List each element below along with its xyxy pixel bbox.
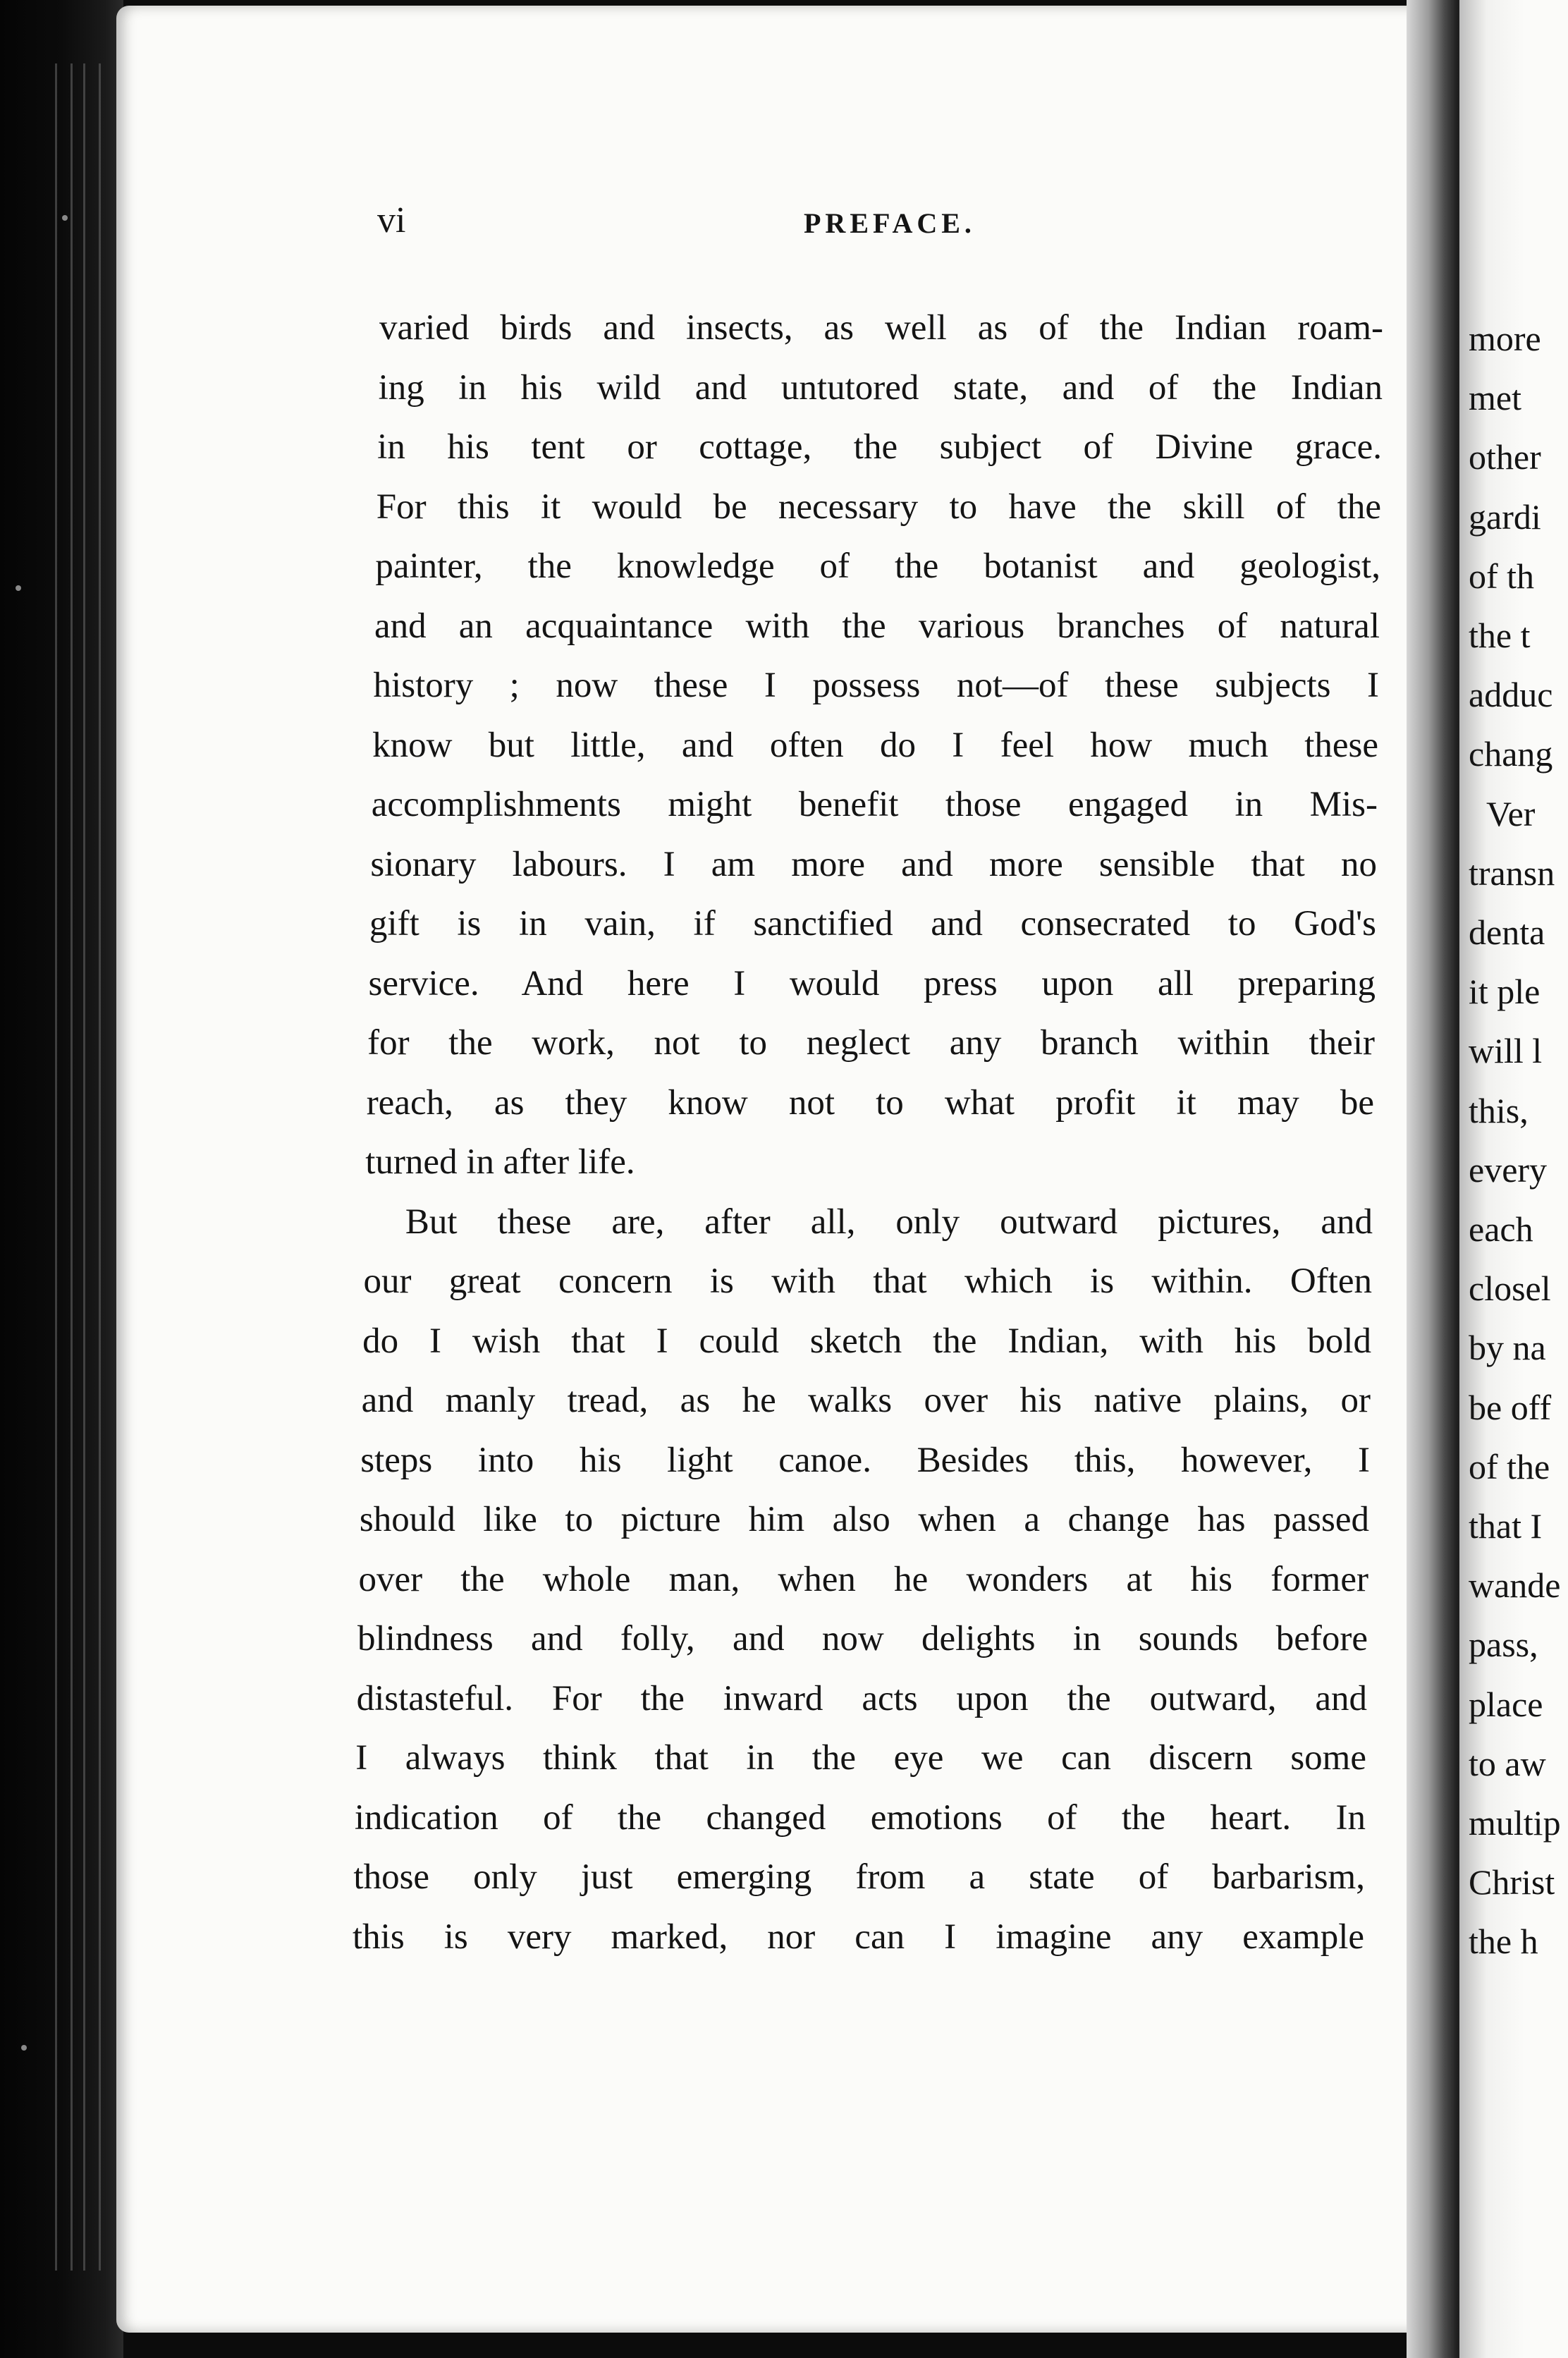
text-line: But these are, after all, only outward pictures, and — [405, 1202, 1373, 1242]
facing-page-fragment: closel — [1469, 1269, 1551, 1309]
facing-page-fragment: the h — [1469, 1922, 1538, 1962]
facing-page-fragment: of the — [1469, 1446, 1550, 1486]
dust-speck — [62, 215, 68, 221]
facing-page-fragment: Ver — [1486, 793, 1536, 833]
text-line: in his tent or cottage, the subject of Divine grace. — [377, 427, 1382, 467]
facing-page-fragment: pass, — [1469, 1625, 1538, 1665]
text-line: do I wish that I could sketch the Indian, with his bold — [362, 1321, 1371, 1361]
page-number: vi — [377, 200, 406, 240]
facing-page-fragment: denta — [1469, 912, 1545, 952]
text-line: those only just emerging from a state of barbarism, — [353, 1857, 1365, 1897]
text-line: indication of the changed emotions of the heart. In — [354, 1797, 1366, 1838]
text-line: gift is in vain, if sanctified and consecrated to God's — [369, 904, 1376, 943]
text-line: history ; now these I possess not—of these subjects I — [373, 666, 1379, 705]
facing-page-fragment: transn — [1469, 853, 1555, 893]
facing-page-fragment: met — [1469, 378, 1521, 418]
text-line: turned in after life. — [365, 1142, 635, 1182]
text-line: for the work, not to neglect any branch within their — [367, 1023, 1375, 1063]
facing-page-fragment: more — [1469, 319, 1541, 358]
text-line: this is very marked, nor can I imagine any example — [353, 1917, 1364, 1957]
text-line: service. And here I would press upon all preparing — [368, 963, 1376, 1003]
text-line: should like to picture him also when a change has passed — [359, 1500, 1369, 1539]
facing-page-fragment: every — [1469, 1149, 1548, 1190]
text-line: distasteful. For the inward acts upon the outward, and — [356, 1678, 1367, 1718]
facing-page-fragment: of th — [1469, 556, 1535, 596]
text-line: over the whole man, when he wonders at his former — [358, 1559, 1368, 1599]
book-binding — [0, 0, 123, 2358]
page-edge-line — [99, 63, 101, 2271]
text-line: blindness and folly, and now delights in sounds before — [357, 1619, 1368, 1658]
page-edge-line — [55, 63, 57, 2271]
running-head: PREFACE. — [804, 207, 976, 239]
dust-speck — [21, 2045, 27, 2051]
page-edge-line — [83, 63, 85, 2271]
facing-page-fragment: chang — [1469, 734, 1553, 774]
facing-page-fragment: it ple — [1469, 972, 1541, 1012]
facing-page-fragment: this, — [1469, 1090, 1529, 1130]
facing-page-fragment: place — [1469, 1684, 1543, 1724]
text-line: sionary labours. I am more and more sensible that no — [370, 844, 1377, 884]
facing-page-fragment: gardi — [1469, 496, 1541, 537]
facing-page-fragment: each — [1469, 1209, 1533, 1249]
text-line: accomplishments might benefit those engaged in Mis- — [371, 785, 1378, 824]
facing-page-fragment: will l — [1469, 1031, 1543, 1071]
text-line: know but little, and often do I feel how much these — [372, 725, 1378, 765]
facing-page-fragment: adduc — [1469, 675, 1553, 715]
facing-page-fragment: wande — [1469, 1565, 1561, 1606]
text-line: painter, the knowledge of the botanist and geologist, — [375, 546, 1380, 586]
facing-page-fragment: by na — [1469, 1328, 1546, 1368]
facing-page-fragment: that I — [1469, 1506, 1543, 1546]
text-line: and an acquaintance with the various branches of natural — [374, 606, 1380, 646]
facing-page-fragment: the t — [1469, 616, 1531, 655]
facing-page-fragment: Christ — [1469, 1862, 1555, 1902]
left-page — [116, 6, 1417, 2333]
text-line: and manly tread, as he walks over his native plains, or — [361, 1381, 1371, 1420]
facing-page-fragment: be off — [1469, 1387, 1552, 1427]
text-line: ing in his wild and untutored state, and of the Indian — [378, 367, 1383, 408]
facing-page-fragment: other — [1469, 437, 1541, 477]
text-line: reach, as they know not to what profit it may be — [366, 1082, 1374, 1123]
page-edge-line — [71, 63, 73, 2271]
text-line: I always think that in the eye we can discern some — [355, 1738, 1366, 1778]
facing-page-fragment: to aw — [1469, 1743, 1546, 1783]
facing-page-fragment: multip — [1469, 1803, 1561, 1843]
text-line: our great concern is with that which is within. Often — [363, 1262, 1372, 1301]
text-line: steps into his light canoe. Besides this, however, I — [360, 1440, 1370, 1480]
text-line: For this it would be necessary to have the skill of the — [376, 487, 1381, 527]
dust-speck — [16, 585, 21, 591]
text-line: varied birds and insects, as well as of the Indian roam- — [379, 308, 1383, 348]
